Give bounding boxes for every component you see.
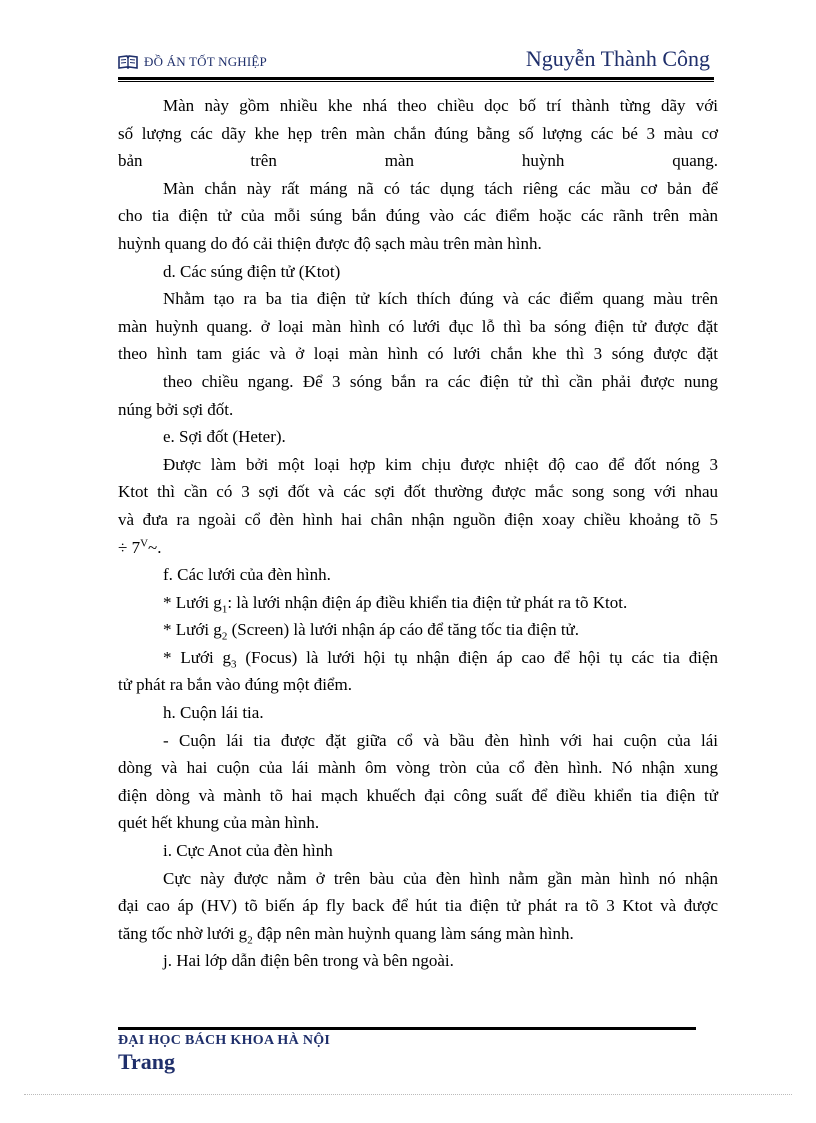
section-heading-f: f. Các lưới của đèn hình. xyxy=(163,565,331,585)
text-line: - Cuộn lái tia được đặt giữa cổ và bầu đèn hình với hai cuộn của lái xyxy=(163,730,718,750)
text-line: Màn chắn này rất máng nã có tác dụng tách riêng các mầu cơ bản để xyxy=(163,178,718,198)
header-divider xyxy=(118,77,714,82)
grid-subscript: 2 xyxy=(247,934,253,947)
footer-divider xyxy=(118,1027,696,1030)
document-body xyxy=(118,92,718,975)
text-line: tử phát ra bắn vào đúng một điểm. xyxy=(118,675,352,695)
text-line xyxy=(118,534,718,562)
text-line: dòng và hai cuộn của lái mành ôm vòng tròn của cổ đèn hình. Nó nhận xung xyxy=(118,758,718,778)
text-line: huỳnh quang do đó cải thiện được độ sạch màu trên màn hình. xyxy=(118,233,542,253)
text-line: theo chiều ngang. Để 3 sóng bắn ra các điện tử thì cần phải được nung xyxy=(163,371,718,391)
grid-subscript: 2 xyxy=(221,630,228,643)
section-heading-e: e. Sợi đốt (Heter). xyxy=(163,427,286,447)
text-line: Cực này được nằm ở trên bàu của đèn hình nằm gần màn hình nó nhận xyxy=(163,868,718,888)
text-line: núng bởi sợi đốt. xyxy=(118,399,234,419)
text-line: Màn này gồm nhiều khe nhá theo chiều dọc bố trí thành từng dãy với xyxy=(163,96,718,115)
footer-school-name: ĐẠI HỌC BÁCH KHOA HÀ NỘI xyxy=(118,1033,331,1048)
grid-g2-line xyxy=(118,616,718,644)
text-line: Ktot thì cần có 3 sợi đốt và các sợi đốt thường được mắc song song với nhau xyxy=(118,482,718,502)
text-line: điện dòng và mành tõ hai mạch khuếch đại công suất để điều khiển tia điện tử xyxy=(118,785,718,805)
section-heading-i: i. Cực Anot của đèn hình xyxy=(163,841,333,861)
page-header xyxy=(118,42,714,82)
text-line: theo hình tam giác và ở loại màn hình có lưới chắn khe thì 3 sóng được đặt xyxy=(118,344,718,364)
document-type-label: ĐỒ ÁN TỐT NGHIỆP xyxy=(144,54,267,69)
formula-superscript: V xyxy=(140,536,149,549)
text-line: quét hết khung của màn hình. xyxy=(118,813,320,833)
section-heading-j: j. Hai lớp dẫn điện bên trong và bên ngoài. xyxy=(163,951,454,971)
footer-page-label: Trang xyxy=(118,1049,176,1074)
grid-g3-line xyxy=(118,644,718,672)
text-line: bản trên màn huỳnh quang. xyxy=(118,151,718,171)
text-line xyxy=(118,920,718,948)
page-bottom-border xyxy=(24,1094,792,1095)
text-line: Nhằm tạo ra ba tia điện tử kích thích đúng và các điểm quang màu trên xyxy=(163,289,718,309)
grid-description: (Screen) là lưới nhận áp cáo để tăng tốc tia điện tử. xyxy=(227,620,580,640)
grid-subscript: 1 xyxy=(221,603,228,616)
grid-label: * Lưới g xyxy=(163,592,222,612)
grid-description: : là lưới nhận điện áp điều khiển tia điện tử phát ra tõ Ktot. xyxy=(227,592,628,612)
header-left xyxy=(118,54,267,70)
section-heading-d: d. Các súng điện tử (Ktot) xyxy=(163,261,341,281)
grid-description: (Focus) là lưới hội tụ nhận điện áp cao để hội tụ các tia điện xyxy=(236,647,718,667)
text-line: đại cao áp (HV) tõ biến áp fly back để hút tia điện tử phát ra tõ 3 Ktot và được xyxy=(118,896,718,916)
formula-prefix: ÷ 7 xyxy=(118,537,141,557)
grid-g1-line xyxy=(118,589,718,617)
text-line: Được làm bởi một loại hợp kim chịu được nhiệt độ cao để đốt nóng 3 xyxy=(163,454,718,474)
author-name: Nguyễn Thành Công xyxy=(525,46,710,71)
grid-label: * Lưới g xyxy=(163,647,232,667)
text-fragment: tăng tốc nhờ lưới g xyxy=(118,923,248,943)
text-line: cho tia điện tử của mỗi súng bắn đúng vào các điểm hoặc các rãnh trên màn xyxy=(118,206,718,226)
grid-subscript: 3 xyxy=(231,658,237,671)
grid-label: * Lưới g xyxy=(163,620,222,640)
text-line: màn huỳnh quang. ở loại màn hình có lưới đục lỗ thì ba sóng điện tử được đặt xyxy=(118,316,718,336)
open-book-icon xyxy=(118,55,138,69)
section-heading-h: h. Cuộn lái tia. xyxy=(163,703,264,723)
formula-suffix: ~. xyxy=(148,537,162,557)
text-line: và đưa ra ngoài cổ đèn hình hai chân nhận nguồn điện xoay chiều khoảng tõ 5 xyxy=(118,509,718,529)
text-line: số lượng các dãy khe hẹp trên màn chắn đúng bằng số lượng các bé 3 màu cơ xyxy=(118,123,718,143)
text-fragment: đập nên màn huỳnh quang làm sáng màn hình. xyxy=(252,923,574,943)
